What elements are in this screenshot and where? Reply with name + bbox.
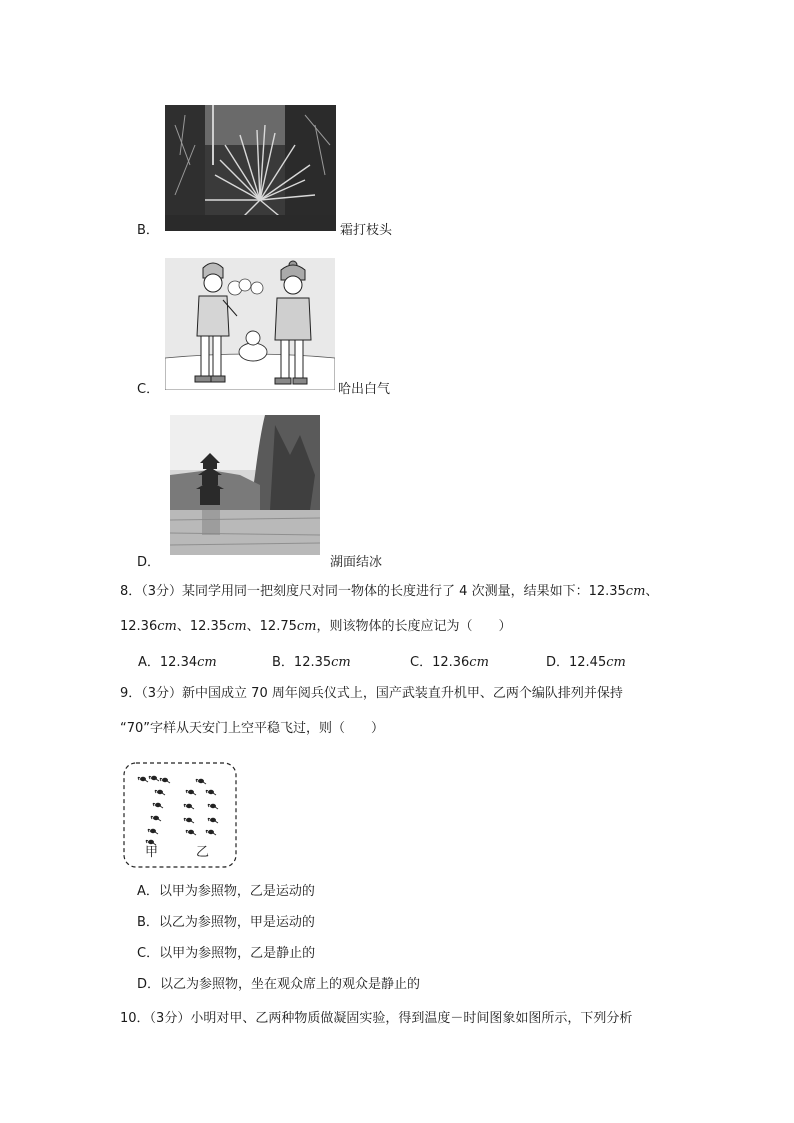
- q8-unit-1: cm: [157, 619, 177, 634]
- q8-line1-tail: 、: [645, 584, 659, 599]
- q8-unit-3: cm: [296, 619, 317, 634]
- q9-option-d[interactable]: D．以乙为参照物，坐在观众席上的观众是静止的: [137, 977, 421, 992]
- frozen-lake-pavilion-photo-icon: [170, 415, 320, 555]
- q8-value-1: 12.36: [120, 619, 158, 634]
- option-d-caption: 湖面结冰: [330, 555, 383, 570]
- option-c-letter: C．: [137, 382, 160, 397]
- q8-line2: [120, 619, 512, 635]
- q9-diagram-label-jia: 甲: [145, 845, 159, 860]
- q8-unit-2: cm: [227, 619, 247, 634]
- q8-option-a-label: A．12.34: [138, 655, 198, 670]
- q9-line2: “70”字样从天安门上空平稳飞过，则（ ）: [120, 721, 385, 736]
- q8-option-c[interactable]: [410, 655, 489, 671]
- children-breath-illustration-icon: [165, 258, 335, 390]
- q8-option-b[interactable]: [272, 655, 351, 671]
- q9-line1: 9．（3分）新中国成立 70 周年阅兵仪式上，国产武装直升机甲、乙两个编队排列并保持: [120, 686, 623, 701]
- q8-option-d-unit: cm: [606, 655, 626, 670]
- q8-line1-text: 8．（3分）某同学用同一把刻度尺对同一物体的长度进行了 4 次测量，结果如下：12.35: [120, 584, 626, 599]
- q8-option-c-unit: cm: [469, 655, 489, 670]
- q8-question-tail: ，则该物体的长度应记为（ ）: [316, 619, 512, 634]
- q8-option-b-label: B．12.35: [272, 655, 332, 670]
- q10-line1: 10．（3分）小明对甲、乙两种物质做凝固实验，得到温度－时间图象如图所示，下列分析: [120, 1011, 633, 1026]
- q8-option-a[interactable]: [138, 655, 217, 671]
- frost-plant-photo-icon: [165, 105, 336, 231]
- q8-option-c-label: C．12.36: [410, 655, 470, 670]
- q8-value-2: 、12.35: [176, 619, 228, 634]
- option-b-caption: 霜打枝头: [340, 223, 393, 238]
- q8-option-a-unit: cm: [197, 655, 217, 670]
- option-c-caption: 哈出白气: [338, 382, 391, 397]
- q8-option-b-unit: cm: [331, 655, 351, 670]
- q8-value-3: 、12.75: [246, 619, 297, 634]
- option-b-letter: B．: [137, 223, 159, 238]
- q9-option-c[interactable]: C．以甲为参照物，乙是静止的: [137, 946, 316, 961]
- q9-option-b[interactable]: B．以乙为参照物，甲是运动的: [137, 915, 315, 930]
- q8-option-d[interactable]: [546, 655, 626, 671]
- q8-line1: [120, 584, 658, 600]
- q8-option-d-label: D．12.45: [546, 655, 607, 670]
- q9-option-a[interactable]: A．以甲为参照物，乙是运动的: [137, 884, 315, 899]
- q8-line1-unit: cm: [625, 584, 646, 599]
- option-d-letter: D．: [137, 555, 161, 570]
- q9-diagram-label-yi: 乙: [196, 845, 210, 860]
- helicopter-formation-icon: [123, 762, 237, 868]
